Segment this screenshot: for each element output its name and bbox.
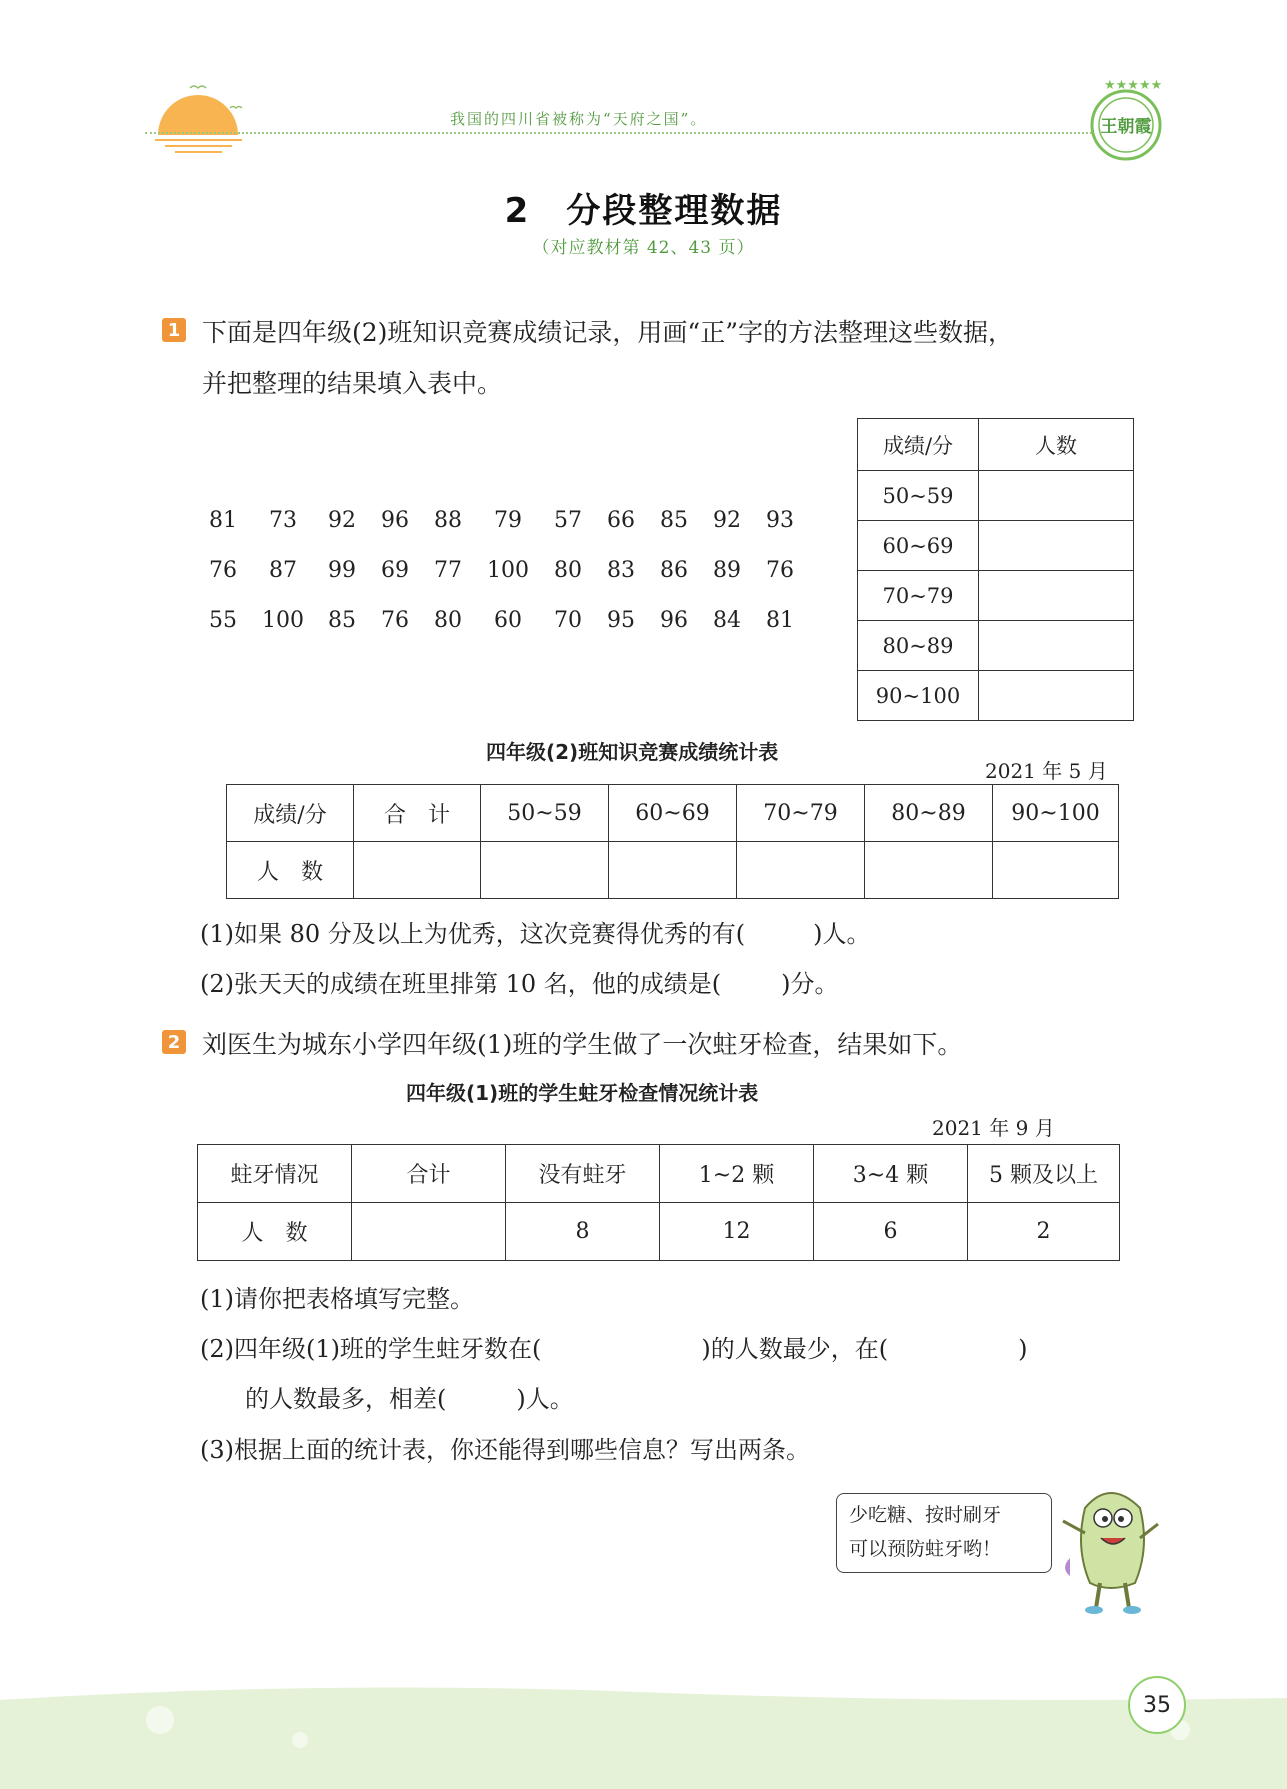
score-value: 70	[554, 608, 582, 633]
svg-text:★★★★★: ★★★★★	[1104, 78, 1163, 93]
question-2-number: 2	[162, 1030, 186, 1054]
header-caption: 我国的四川省被称为“天府之国”。	[450, 110, 708, 128]
tally-answer-cell[interactable]	[979, 621, 1134, 671]
score-value: 100	[262, 608, 304, 633]
tally-table	[857, 418, 1134, 721]
score-value: 55	[209, 608, 237, 633]
q1-sub-question-2: (2)张天天的成绩在班里排第 10 名，他的成绩是( )分。	[200, 970, 839, 998]
question-1-text-line1: 下面是四年级(2)班知识竞赛成绩记录，用画“正”字的方法整理这些数据，	[202, 318, 1013, 347]
score-value: 86	[660, 558, 688, 583]
tally-header-score: 成绩/分	[858, 419, 979, 471]
footer-wave	[0, 1680, 1287, 1789]
stat-table-2	[197, 1144, 1120, 1261]
tally-answer-cell[interactable]	[979, 571, 1134, 621]
score-value: 60	[494, 608, 522, 633]
score-value: 100	[487, 558, 529, 583]
stat-table-2-date: 2021 年 9 月	[932, 1116, 1055, 1140]
table-answer-cell[interactable]	[993, 842, 1119, 899]
score-value: 96	[660, 608, 688, 633]
tip-speech-bubble	[836, 1493, 1052, 1573]
table-header-cell: 80~89	[865, 785, 993, 842]
table-answer-cell[interactable]	[354, 842, 481, 899]
table-answer-cell[interactable]	[609, 842, 737, 899]
score-value: 81	[766, 608, 794, 633]
table-row-label: 人 数	[198, 1203, 352, 1261]
table-answer-cell[interactable]	[737, 842, 865, 899]
stat-table-1-caption: 四年级(2)班知识竞赛成绩统计表	[486, 740, 779, 764]
score-value: 92	[713, 508, 741, 533]
table-header-cell: 蛀牙情况	[198, 1145, 352, 1203]
table-header-cell: 90~100	[993, 785, 1119, 842]
table-value-cell: 2	[968, 1203, 1120, 1261]
table-header-cell: 60~69	[609, 785, 737, 842]
tip-line-2: 可以预防蛀牙哟！	[849, 1538, 1002, 1560]
table-header-cell: 合计	[352, 1145, 506, 1203]
scores-row	[209, 608, 815, 658]
table-answer-cell[interactable]	[352, 1203, 506, 1261]
score-value: 80	[434, 608, 462, 633]
score-value: 66	[607, 508, 635, 533]
svg-text:王朝霞: 王朝霞	[1100, 117, 1152, 137]
table-header-cell: 合 计	[354, 785, 481, 842]
table-value-cell: 6	[814, 1203, 968, 1261]
tally-answer-cell[interactable]	[979, 671, 1134, 721]
table-answer-cell[interactable]	[865, 842, 993, 899]
tooth-mascot-icon	[1055, 1478, 1165, 1618]
score-value: 89	[713, 558, 741, 583]
sunset-icon	[150, 80, 250, 155]
score-value: 83	[607, 558, 635, 583]
table-header-cell: 没有蛀牙	[506, 1145, 660, 1203]
scores-row	[209, 508, 815, 558]
score-value: 93	[766, 508, 794, 533]
textbook-reference: （对应教材第 42、43 页）	[532, 238, 755, 258]
score-value: 77	[434, 558, 462, 583]
stat-table-1	[226, 784, 1119, 899]
table-header-cell: 成绩/分	[227, 785, 354, 842]
stat-table-1-date: 2021 年 5 月	[985, 759, 1108, 783]
publisher-logo	[1085, 75, 1167, 167]
score-value: 76	[766, 558, 794, 583]
table-header-cell: 3~4 颗	[814, 1145, 968, 1203]
score-value: 87	[269, 558, 297, 583]
score-value: 84	[713, 608, 741, 633]
table-value-cell: 8	[506, 1203, 660, 1261]
page-title: 2 分段整理数据	[504, 191, 783, 231]
tally-header-count: 人数	[979, 419, 1134, 471]
score-value: 76	[381, 608, 409, 633]
score-value: 81	[209, 508, 237, 533]
tip-line-1: 少吃糖、按时刷牙	[849, 1504, 1002, 1526]
stat-table-2-caption: 四年级(1)班的学生蛀牙检查情况统计表	[406, 1081, 759, 1105]
question-1-number: 1	[162, 318, 186, 342]
tally-range: 80~89	[858, 621, 979, 671]
score-value: 79	[494, 508, 522, 533]
table-answer-cell[interactable]	[481, 842, 609, 899]
score-value: 80	[554, 558, 582, 583]
table-header-cell: 5 颗及以上	[968, 1145, 1120, 1203]
q2-sub-question-1: (1)请你把表格填写完整。	[200, 1285, 474, 1313]
score-value: 69	[381, 558, 409, 583]
score-value: 99	[328, 558, 356, 583]
table-header-cell: 50~59	[481, 785, 609, 842]
tally-range: 70~79	[858, 571, 979, 621]
tally-answer-cell[interactable]	[979, 521, 1134, 571]
table-header-cell: 1~2 颗	[660, 1145, 814, 1203]
header-divider	[145, 132, 1100, 134]
tally-range: 60~69	[858, 521, 979, 571]
question-2-text: 刘医生为城东小学四年级(1)班的学生做了一次蛀牙检查，结果如下。	[202, 1030, 963, 1059]
table-header-cell: 70~79	[737, 785, 865, 842]
q2-sub-question-3: (3)根据上面的统计表，你还能得到哪些信息？写出两条。	[200, 1436, 810, 1464]
scores-row	[209, 558, 815, 608]
score-value: 92	[328, 508, 356, 533]
question-1-text-line2: 并把整理的结果填入表中。	[202, 369, 503, 398]
score-value: 85	[660, 508, 688, 533]
score-value: 85	[328, 608, 356, 633]
q1-sub-question-1: (1)如果 80 分及以上为优秀，这次竞赛得优秀的有( )人。	[200, 920, 871, 948]
score-value: 73	[269, 508, 297, 533]
score-value: 95	[607, 608, 635, 633]
tally-range: 50~59	[858, 471, 979, 521]
raw-scores-grid	[209, 508, 815, 658]
tally-range: 90~100	[858, 671, 979, 721]
score-value: 57	[554, 508, 582, 533]
score-value: 88	[434, 508, 462, 533]
table-row-label: 人 数	[227, 842, 354, 899]
page-number: 35	[1128, 1676, 1186, 1734]
q2-sub-question-2-line2: 的人数最多，相差( )人。	[245, 1385, 574, 1413]
score-value: 96	[381, 508, 409, 533]
score-value: 76	[209, 558, 237, 583]
table-value-cell: 12	[660, 1203, 814, 1261]
tally-answer-cell[interactable]	[979, 471, 1134, 521]
q2-sub-question-2-line1: (2)四年级(1)班的学生蛀牙数在( )的人数最少，在( )	[200, 1335, 1028, 1363]
